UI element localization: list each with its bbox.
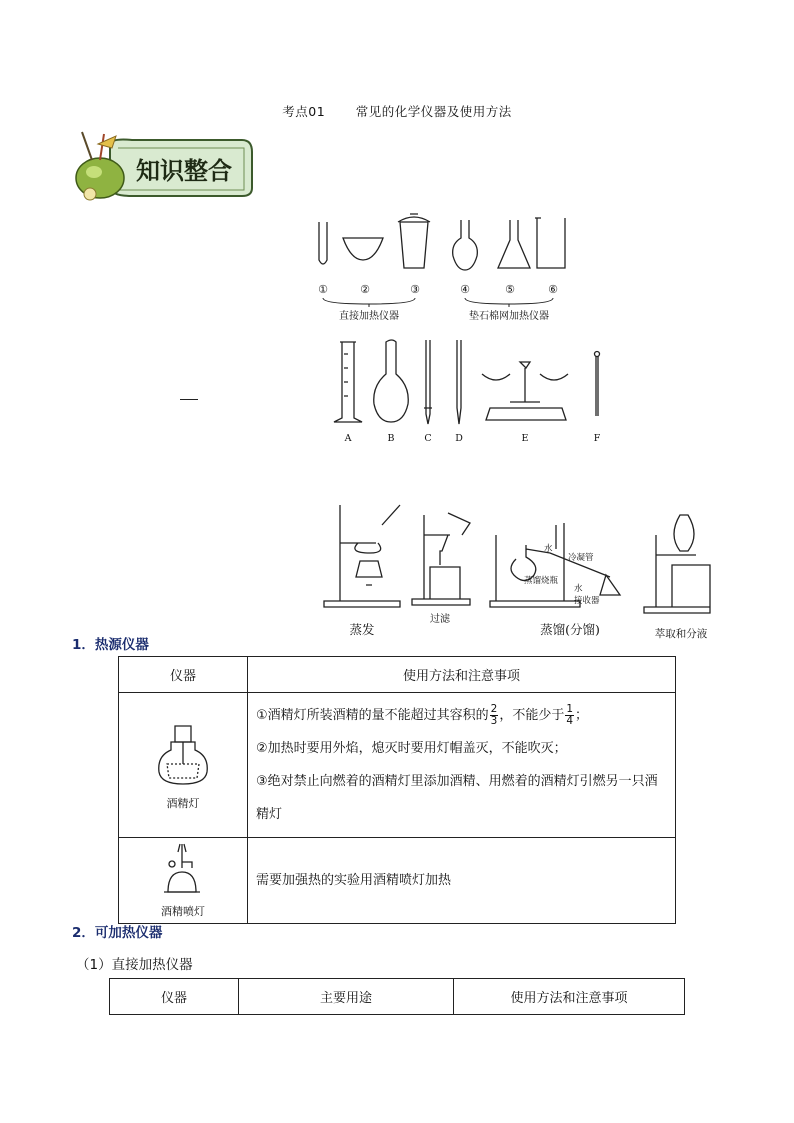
evaporating-dish-icon <box>343 238 383 260</box>
instrument-cell <box>119 693 248 838</box>
direct-heating-table <box>109 978 685 1015</box>
col-instrument-header: 仪器 <box>119 657 248 693</box>
separation-operations-figure <box>320 495 720 620</box>
svg-text:C: C <box>424 433 432 444</box>
usage-cell: 需要加强热的实验用酒精喷灯加热 <box>248 838 676 924</box>
table-row <box>119 693 676 838</box>
usage-text: ①酒精灯所装酒精的量不能超过其容积的 <box>256 708 489 723</box>
dash-mark <box>180 399 198 400</box>
separatory-funnel-apparatus-icon <box>644 515 710 613</box>
svg-text:①: ① <box>318 283 328 296</box>
caption-evaporation: 蒸发 <box>349 622 375 637</box>
crucible-icon <box>398 214 430 268</box>
alcohol-blowtorch-icon <box>158 842 208 898</box>
svg-text:D: D <box>455 433 463 444</box>
usage-text: ，不能少于 <box>499 708 565 723</box>
evaporation-apparatus-icon <box>324 505 400 607</box>
distillation-labels <box>524 543 600 606</box>
group-gauze-label: 垫石棉网加热仪器 <box>469 311 549 322</box>
instrument-name: 酒精灯 <box>166 796 200 810</box>
volumetric-flask-icon <box>374 340 409 422</box>
fraction-two-thirds: $\frac{2}{3}$ <box>490 703 498 727</box>
usage-line-3: ③绝对禁止向燃着的酒精灯里添加酒精、用燃着的酒精灯引燃另一只酒精灯 <box>256 774 658 822</box>
test-tube-icon <box>319 222 327 264</box>
svg-text:水: 水 <box>574 584 583 594</box>
svg-text:A: A <box>344 433 352 444</box>
svg-text:②: ② <box>360 283 370 296</box>
caption-filtration: 过滤 <box>430 614 450 625</box>
header-category: 考点01 <box>282 104 326 119</box>
base-burette-icon <box>457 340 461 424</box>
table-row <box>119 838 676 924</box>
coconut-logo-icon <box>72 130 254 202</box>
instrument-letters <box>344 433 601 444</box>
section2-title: 2．可加热仪器 <box>72 925 163 941</box>
banner-text: 知识整合 <box>136 157 232 185</box>
filtration-apparatus-icon <box>412 513 470 605</box>
usage-line-1 <box>256 699 667 732</box>
acid-burette-icon <box>424 340 432 424</box>
header-title: 常见的化学仪器及使用方法 <box>355 104 512 119</box>
svg-text:⑥: ⑥ <box>548 283 558 296</box>
col-purpose-header: 主要用途 <box>239 979 454 1015</box>
table-header-row <box>110 979 685 1015</box>
caption-extraction: 萃取和分液 <box>654 628 708 640</box>
page-header <box>0 102 794 120</box>
heating-instruments-figure <box>305 210 595 325</box>
group-direct-label: 直接加热仪器 <box>339 311 399 322</box>
section1-title: 1．热源仪器 <box>72 637 149 653</box>
balance-icon <box>482 362 568 420</box>
measuring-instruments-figure <box>330 338 620 448</box>
distillation-apparatus-icon <box>490 523 620 607</box>
usage-line-2: ②加热时要用外焰，熄灭时要用灯帽盖灭，不能吹灭； <box>256 741 567 756</box>
graduated-cylinder-icon <box>334 342 362 422</box>
instrument-numbers <box>318 283 558 296</box>
caption-distillation: 蒸馏(分馏) <box>540 622 600 637</box>
svg-text:③: ③ <box>410 283 420 296</box>
svg-text:水: 水 <box>544 544 553 554</box>
instrument-cell <box>119 838 248 924</box>
round-flask-icon <box>453 220 478 270</box>
instrument-name: 酒精喷灯 <box>161 905 205 918</box>
thermometer-icon <box>596 356 598 416</box>
table-header-row <box>119 657 676 693</box>
usage-text: ； <box>575 708 589 723</box>
col-usage-header: 使用方法和注意事项 <box>454 979 685 1015</box>
alcohol-lamp-icon <box>153 720 213 790</box>
usage-cell <box>248 693 676 838</box>
fraction-one-quarter: $\frac{1}{4}$ <box>566 703 574 727</box>
svg-text:⑤: ⑤ <box>505 283 515 296</box>
svg-text:④: ④ <box>460 283 470 296</box>
svg-text:B: B <box>387 433 395 444</box>
svg-text:蒸馏烧瓶: 蒸馏烧瓶 <box>524 576 559 586</box>
svg-text:冷凝管: 冷凝管 <box>568 553 594 563</box>
erlenmeyer-flask-icon <box>498 220 530 268</box>
heat-source-table <box>118 656 676 924</box>
col-usage-header: 使用方法和注意事项 <box>248 657 676 693</box>
beaker-icon <box>535 218 565 268</box>
section2-subtitle: （1）直接加热仪器 <box>76 957 193 973</box>
svg-text:F: F <box>593 433 601 444</box>
knowledge-banner <box>72 130 254 202</box>
col-instrument-header: 仪器 <box>110 979 239 1015</box>
svg-text:接收器: 接收器 <box>574 596 600 606</box>
svg-text:E: E <box>521 433 529 444</box>
